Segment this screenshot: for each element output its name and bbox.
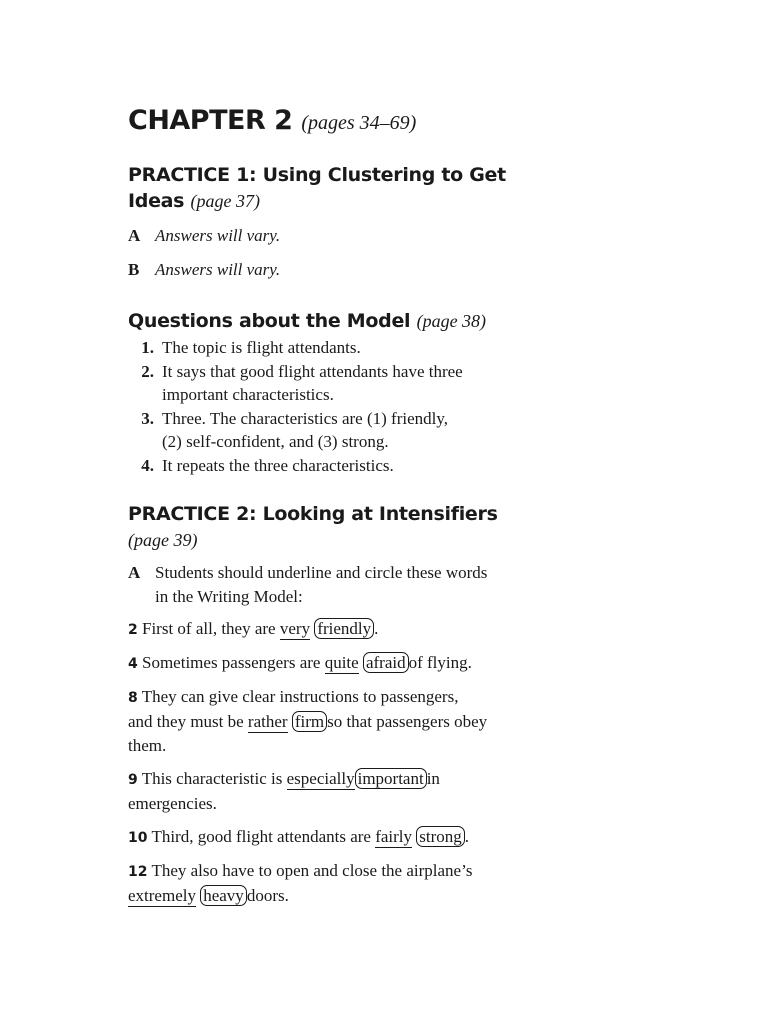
practice1-page: (page 37) [190, 191, 260, 211]
sentence-number: 10 [128, 830, 148, 846]
answer-letter: B [128, 260, 140, 279]
list-item [128, 407, 548, 454]
answer-key-page [128, 104, 548, 908]
list-item [128, 454, 548, 478]
sentence-number: 4 [128, 656, 138, 672]
chapter-heading [128, 104, 548, 140]
answer-text: Answers will vary. [155, 226, 281, 245]
instruction-text: Students should underline and circle these words in the Writing Model: [155, 563, 488, 606]
answer-text: Answers will vary. [155, 260, 281, 279]
underlined-intensifier: very [279, 619, 311, 638]
model-sentence: 10 Third, good flight attendants are fairly strong . [128, 827, 470, 846]
practice1-title-line1: PRACTICE 1: Using Clustering to Get [128, 164, 506, 186]
practice2-heading: PRACTICE 2: Looking at Intensifiers [128, 503, 498, 525]
questions-heading [128, 308, 548, 334]
practice2-page: (page 39) [128, 530, 198, 550]
instruction-letter: A [128, 563, 141, 582]
chapter-title: CHAPTER 2 [128, 105, 293, 136]
item-number: 2. [141, 361, 154, 381]
practice1-heading [128, 162, 548, 214]
item-number: 4. [141, 455, 154, 475]
circled-adjective: heavy [200, 885, 247, 906]
chapter-pages: (pages 34–69) [301, 112, 417, 134]
model-sentence: 2 First of all, they are very friendly . [128, 619, 379, 638]
sentence-number: 9 [128, 772, 138, 788]
sentence-number: 8 [128, 690, 138, 706]
model-sentence: 9 This characteristic is especially important in emergencies. [128, 769, 440, 813]
circled-adjective: firm [292, 711, 327, 732]
questions-title: Questions about the Model [128, 310, 411, 332]
practice1-section [128, 162, 548, 282]
circled-adjective: afraid [363, 652, 409, 673]
model-sentence: 8 They can give clear instructions to passengers, and they must be rather firm so that passengers obey them. [128, 687, 488, 755]
underlined-intensifier: especially [286, 769, 355, 788]
item-number: 1. [141, 338, 154, 357]
circled-adjective: strong [416, 826, 465, 847]
list-item [128, 336, 548, 360]
model-sentence: 4 Sometimes passengers are quite afraid of flying. [128, 653, 472, 672]
underlined-intensifier: quite [324, 653, 359, 672]
item-text: The topic is flight attendants. [162, 338, 361, 357]
questions-section [128, 308, 548, 477]
list-item [128, 360, 548, 407]
model-sentence: 12 They also have to open and close the airplane’s extremely heavy doors. [128, 861, 473, 905]
item-text: It says that good flight attendants have three important characteristics. [162, 361, 463, 404]
practice2-section [128, 501, 548, 908]
questions-list [128, 336, 548, 477]
underlined-intensifier: extremely [128, 886, 196, 905]
circled-adjective: friendly [314, 618, 374, 639]
practice2-instruction [128, 561, 548, 608]
underlined-intensifier: fairly [375, 827, 413, 846]
item-number: 3. [141, 408, 154, 428]
sentence-number: 12 [128, 864, 148, 880]
circled-adjective: important [355, 768, 427, 789]
sentence-number: 2 [128, 622, 138, 638]
practice1-title-line2: Ideas [128, 190, 185, 212]
item-text: It repeats the three characteristics. [162, 455, 394, 475]
underlined-intensifier: rather [247, 712, 288, 731]
answer-item [128, 258, 548, 282]
item-text: Three. The characteristics are (1) friendly, (2) self-confident, and (3) strong. [162, 408, 449, 451]
questions-page: (page 38) [416, 311, 487, 331]
answer-letter: A [128, 226, 141, 245]
answer-item [128, 224, 548, 248]
